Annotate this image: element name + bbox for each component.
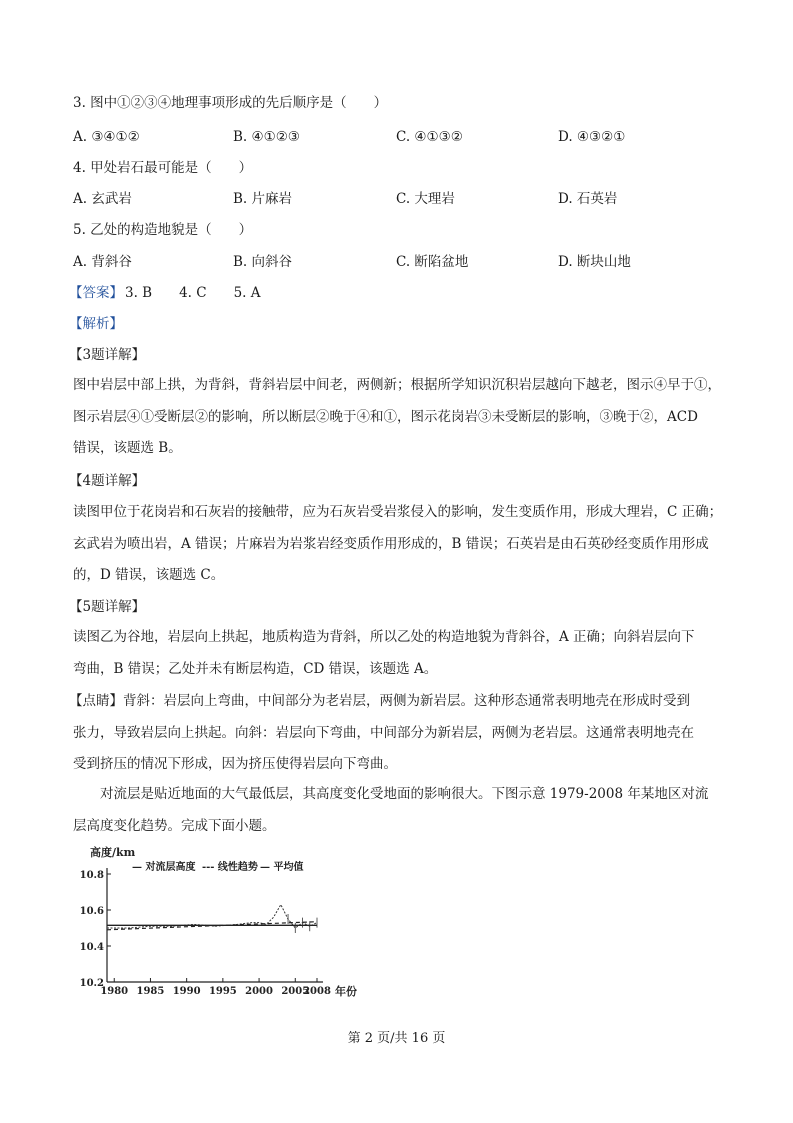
intro-line: 层高度变化趋势。完成下面小题。 (73, 817, 276, 834)
y-axis-label: 高度/km (90, 846, 136, 859)
q4-option-a: A. 玄武岩 (73, 191, 132, 207)
q4-detail-line: 读图甲位于花岗岩和石灰岩的接触带，应为石灰岩受岩浆侵入的影响，发生变质作用，形成大理岩，C 正确； (73, 504, 723, 520)
q5-detail-body (73, 622, 723, 685)
tip-body (69, 686, 723, 781)
chart-axes (80, 868, 331, 997)
q4-option-c: C. 大理岩 (396, 191, 455, 207)
x-tick-label: 2008 (303, 986, 331, 997)
x-tick-label: 2005 (281, 986, 310, 997)
intro-line: 对流层是贴近地面的大气最低层，其高度变化受地面的影响很大。下图示意 1979-2008 年某地区对流 (100, 786, 709, 802)
x-tick-label: 1990 (172, 986, 201, 997)
series-troposphere-height (107, 905, 317, 928)
q5-detail-tag: 【5题详解】 (69, 599, 146, 615)
answer-line (69, 283, 261, 303)
legend-item-height: — 对流层高度 (132, 862, 196, 873)
q4-detail-line: 的，D 错误，该题选 C。 (73, 567, 225, 583)
analysis-tag: 【解析】 (69, 316, 123, 332)
q5-option-b: B. 向斜谷 (233, 254, 293, 270)
q5-option-c: C. 断陷盆地 (396, 254, 469, 270)
q3-detail-line: 图示岩层④①受断层②的影响，所以断层②晚于④和①，图示花岗岩③未受断层的影响，③晚于②，ACD (73, 408, 698, 425)
x-axis-label: 年份 (335, 985, 357, 998)
q4-detail-line: 玄武岩为喷出岩，A 错误；片麻岩为岩浆岩经变质作用形成的，B 错误；石英岩是由石英砂经变质作用形成 (73, 535, 709, 552)
legend-item-trend: --- 线性趋势 (202, 862, 258, 873)
tip-tag: 【点睛】 (69, 693, 123, 709)
y-tick-label: 10.6 (80, 906, 104, 917)
q4-option-b: B. 片麻岩 (233, 191, 293, 207)
q4-detail-tag: 【4题详解】 (69, 473, 146, 489)
q3-detail-line: 图中岩层中部上拱，为背斜，背斜岩层中间老，两侧新；根据所学知识沉积岩层越向下越老，图示④早于①， (73, 377, 721, 393)
q3-option-d: D. ④③②① (558, 129, 626, 145)
q5-detail-line: 读图乙为谷地，岩层向上拱起，地质构造为背斜，所以乙处的构造地貌为背斜谷，A 正确；向斜岩层向下 (73, 629, 695, 645)
tip-line: 张力，导致岩层向上拱起。向斜：岩层向下弯曲，中间部分为新岩层，两侧为老岩层。这通常表明地壳在 (73, 724, 694, 741)
q5-option-a: A. 背斜谷 (73, 254, 132, 270)
q4-option-d: D. 石英岩 (558, 191, 618, 207)
q3-detail-tag: 【3题详解】 (69, 347, 146, 363)
answer-tag: 【答案】 (69, 285, 123, 301)
question-5-stem: 5. 乙处的构造地貌是（ ） (73, 222, 253, 238)
troposphere-height-chart (80, 840, 370, 1000)
x-tick-label: 1985 (136, 986, 165, 997)
q3-option-b: B. ④①②③ (233, 129, 300, 145)
x-tick-label: 2000 (245, 986, 273, 997)
question-3-stem: 3. 图中①②③④地理事项形成的先后顺序是（ ） (73, 95, 388, 111)
q3-option-c: C. ④①③② (396, 129, 463, 145)
intro-body (73, 779, 723, 842)
y-tick-label: 10.2 (80, 978, 104, 989)
q3-detail-line: 错误，该题选 B。 (73, 440, 182, 456)
legend-item-mean: — 平均值 (260, 862, 304, 873)
answer-text: 3. B 4. C 5. A (125, 285, 261, 301)
tip-line (69, 686, 723, 718)
question-4-stem: 4. 甲处岩石最可能是（ ） (73, 160, 253, 176)
q3-detail-body (73, 370, 723, 465)
q5-option-d: D. 断块山地 (558, 254, 631, 270)
y-tick-label: 10.8 (80, 870, 104, 881)
x-tick-label: 1980 (100, 986, 129, 997)
page-footer: 第 2 页/共 16 页 (347, 1031, 446, 1046)
y-tick-label: 10.4 (80, 942, 104, 953)
x-tick-label: 1995 (208, 986, 237, 997)
tip-line: 受到挤压的情况下形成，因为挤压使得岩层向下弯曲。 (73, 756, 397, 772)
q4-detail-body (73, 497, 723, 592)
tip-line-text: 背斜：岩层向上弯曲，中间部分为老岩层，两侧为新岩层。这种形态通常表明地壳在形成时受到 (123, 693, 690, 709)
chart-marks (107, 905, 317, 933)
q5-detail-line: 弯曲，B 错误；乙处并未有断层构造，CD 错误，该题选 A。 (73, 660, 438, 677)
q3-option-a: A. ③④①② (73, 129, 140, 145)
